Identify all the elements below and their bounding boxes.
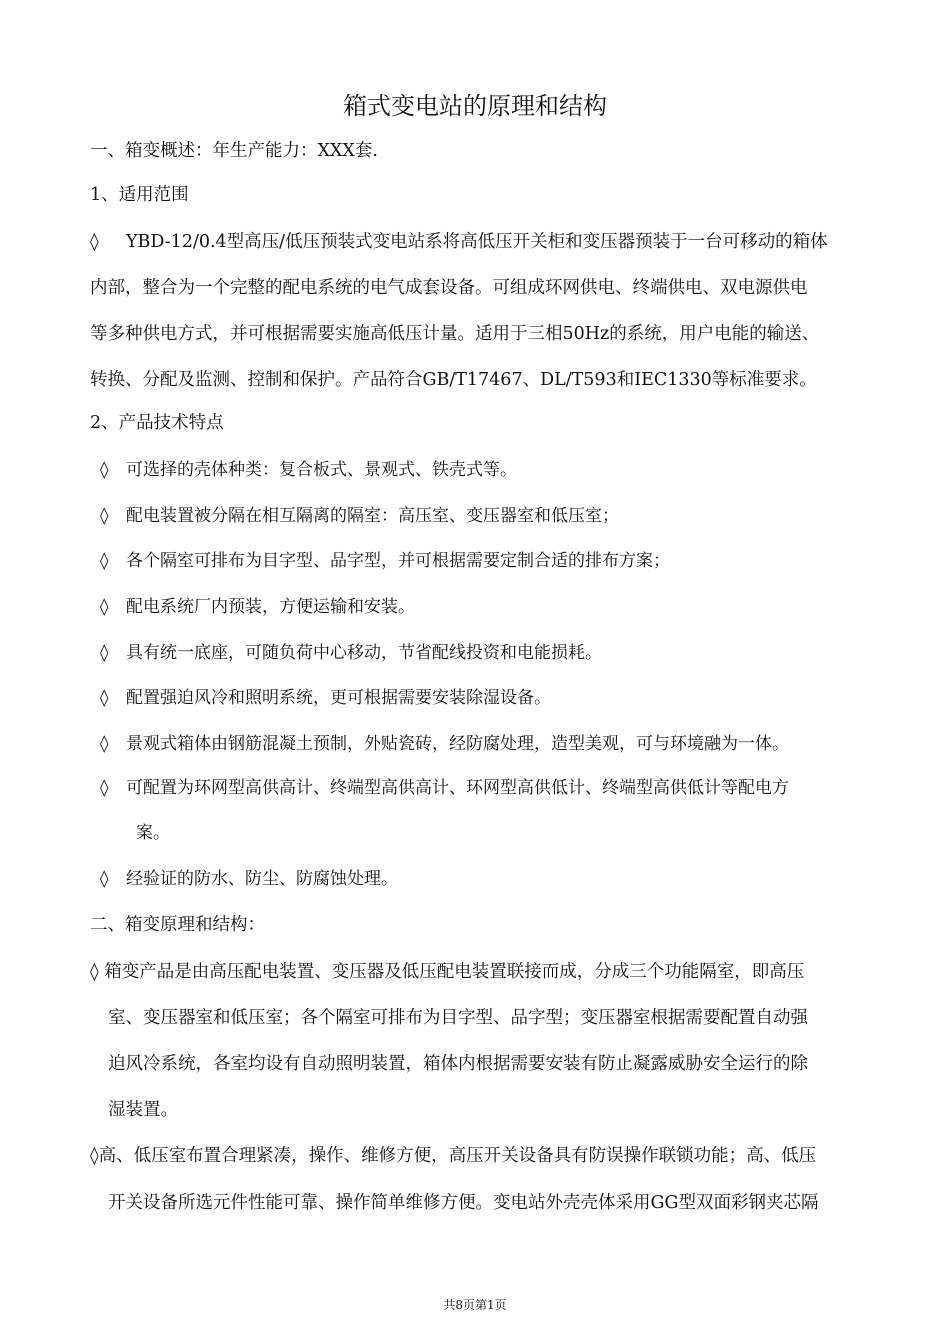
document-title: 箱式变电站的原理和结构 (343, 92, 607, 120)
feature-item (100, 594, 415, 620)
feature-text: 经验证的防水、防尘、防腐蚀处理。 (126, 869, 398, 889)
diamond-bullet-icon: ◊ (100, 643, 109, 663)
diamond-bullet-icon: ◊ (90, 232, 99, 252)
diamond-bullet-icon: ◊ (100, 734, 109, 754)
feature-item (100, 775, 789, 801)
scope-line-4: 转换、分配及监测、控制和保护。产品符合GB/T17467、DL/T593和IEC1330等标准要求。 (90, 370, 817, 390)
diamond-bullet-icon: ◊ (100, 869, 109, 889)
diamond-bullet-icon: ◊ (100, 688, 109, 708)
diamond-bullet-icon: ◊ (100, 551, 109, 571)
feature-item (100, 866, 398, 892)
feature-text: 可选择的壳体种类：复合板式、景观式、铁壳式等。 (126, 460, 517, 480)
subsection-features-heading: 2、产品技术特点 (90, 413, 224, 433)
feature-item (100, 731, 789, 757)
scope-line-3: 等多种供电方式，并可根据需要实施高低压计量。适用于三相50Hz的系统，用户电能的输送、 (90, 324, 820, 344)
feature-item (100, 503, 619, 529)
section-2-heading: 二、箱变原理和结构： (90, 915, 265, 935)
scope-line-2: 内部，整合为一个完整的配电系统的电气成套设备。可组成环网供电、终端供电、双电源供电 (90, 278, 808, 298)
diamond-bullet-icon: ◊ (100, 460, 109, 480)
diamond-bullet-icon: ◊ (100, 597, 109, 617)
feature-text: 配电装置被分隔在相互隔离的隔室：高压室、变压器室和低压室； (126, 506, 619, 526)
para2-line-1: ◊高、低压室布置合理紧凑，操作、维修方便，高压开关设备具有防误操作联锁功能；高、低压 (90, 1146, 817, 1166)
page-footer: 共8页第1页 (443, 1298, 507, 1312)
feature-text: 配置强迫风冷和照明系统，更可根据需要安装除湿设备。 (126, 688, 551, 708)
para1-line-3: 迫风冷系统，各室均设有自动照明装置，箱体内根据需要安装有防止凝露威胁安全运行的除 (108, 1054, 808, 1074)
feature-item (100, 640, 602, 666)
feature-item (100, 457, 517, 483)
feature-item-continuation: 案。 (136, 823, 170, 843)
feature-text: 具有统一底座，可随负荷中心移动，节省配线投资和电能损耗。 (126, 643, 602, 663)
subsection-scope-heading: 1、适用范围 (90, 185, 189, 205)
section-1-heading: 一、箱变概述：年生产能力：XXX套. (90, 141, 378, 161)
diamond-bullet-icon: ◊ (100, 506, 109, 526)
scope-line-1: YBD-12/0.4型高压/低压预装式变电站系将高低压开关柜和变压器预装于一台可移动的箱体 (126, 232, 828, 252)
feature-item (100, 685, 551, 711)
para1-line-4: 湿装置。 (108, 1100, 178, 1120)
para2-line-2: 开关设备所选元件性能可靠、操作简单维修方便。变电站外壳壳体采用GG型双面彩钢夹芯隔 (108, 1193, 819, 1213)
feature-item (100, 548, 670, 574)
feature-text: 可配置为环网型高供高计、终端型高供高计、环网型高供低计、终端型高供低计等配电方 (126, 778, 789, 798)
feature-text: 景观式箱体由钢筋混凝土预制，外贴瓷砖，经防腐处理，造型美观，可与环境融为一体。 (126, 734, 789, 754)
feature-text: 各个隔室可排布为目字型、品字型，并可根据需要定制合适的排布方案； (126, 551, 670, 571)
diamond-bullet-icon: ◊ (100, 778, 109, 798)
para1-line-2: 室、变压器室和低压室；各个隔室可排布为目字型、品字型；变压器室根据需要配置自动强 (108, 1008, 808, 1028)
feature-text: 配电系统厂内预装，方便运输和安装。 (126, 597, 415, 617)
para1-line-1: ◊ 箱变产品是由高压配电装置、变压器及低压配电装置联接而成，分成三个功能隔室，即高压 (90, 962, 805, 982)
